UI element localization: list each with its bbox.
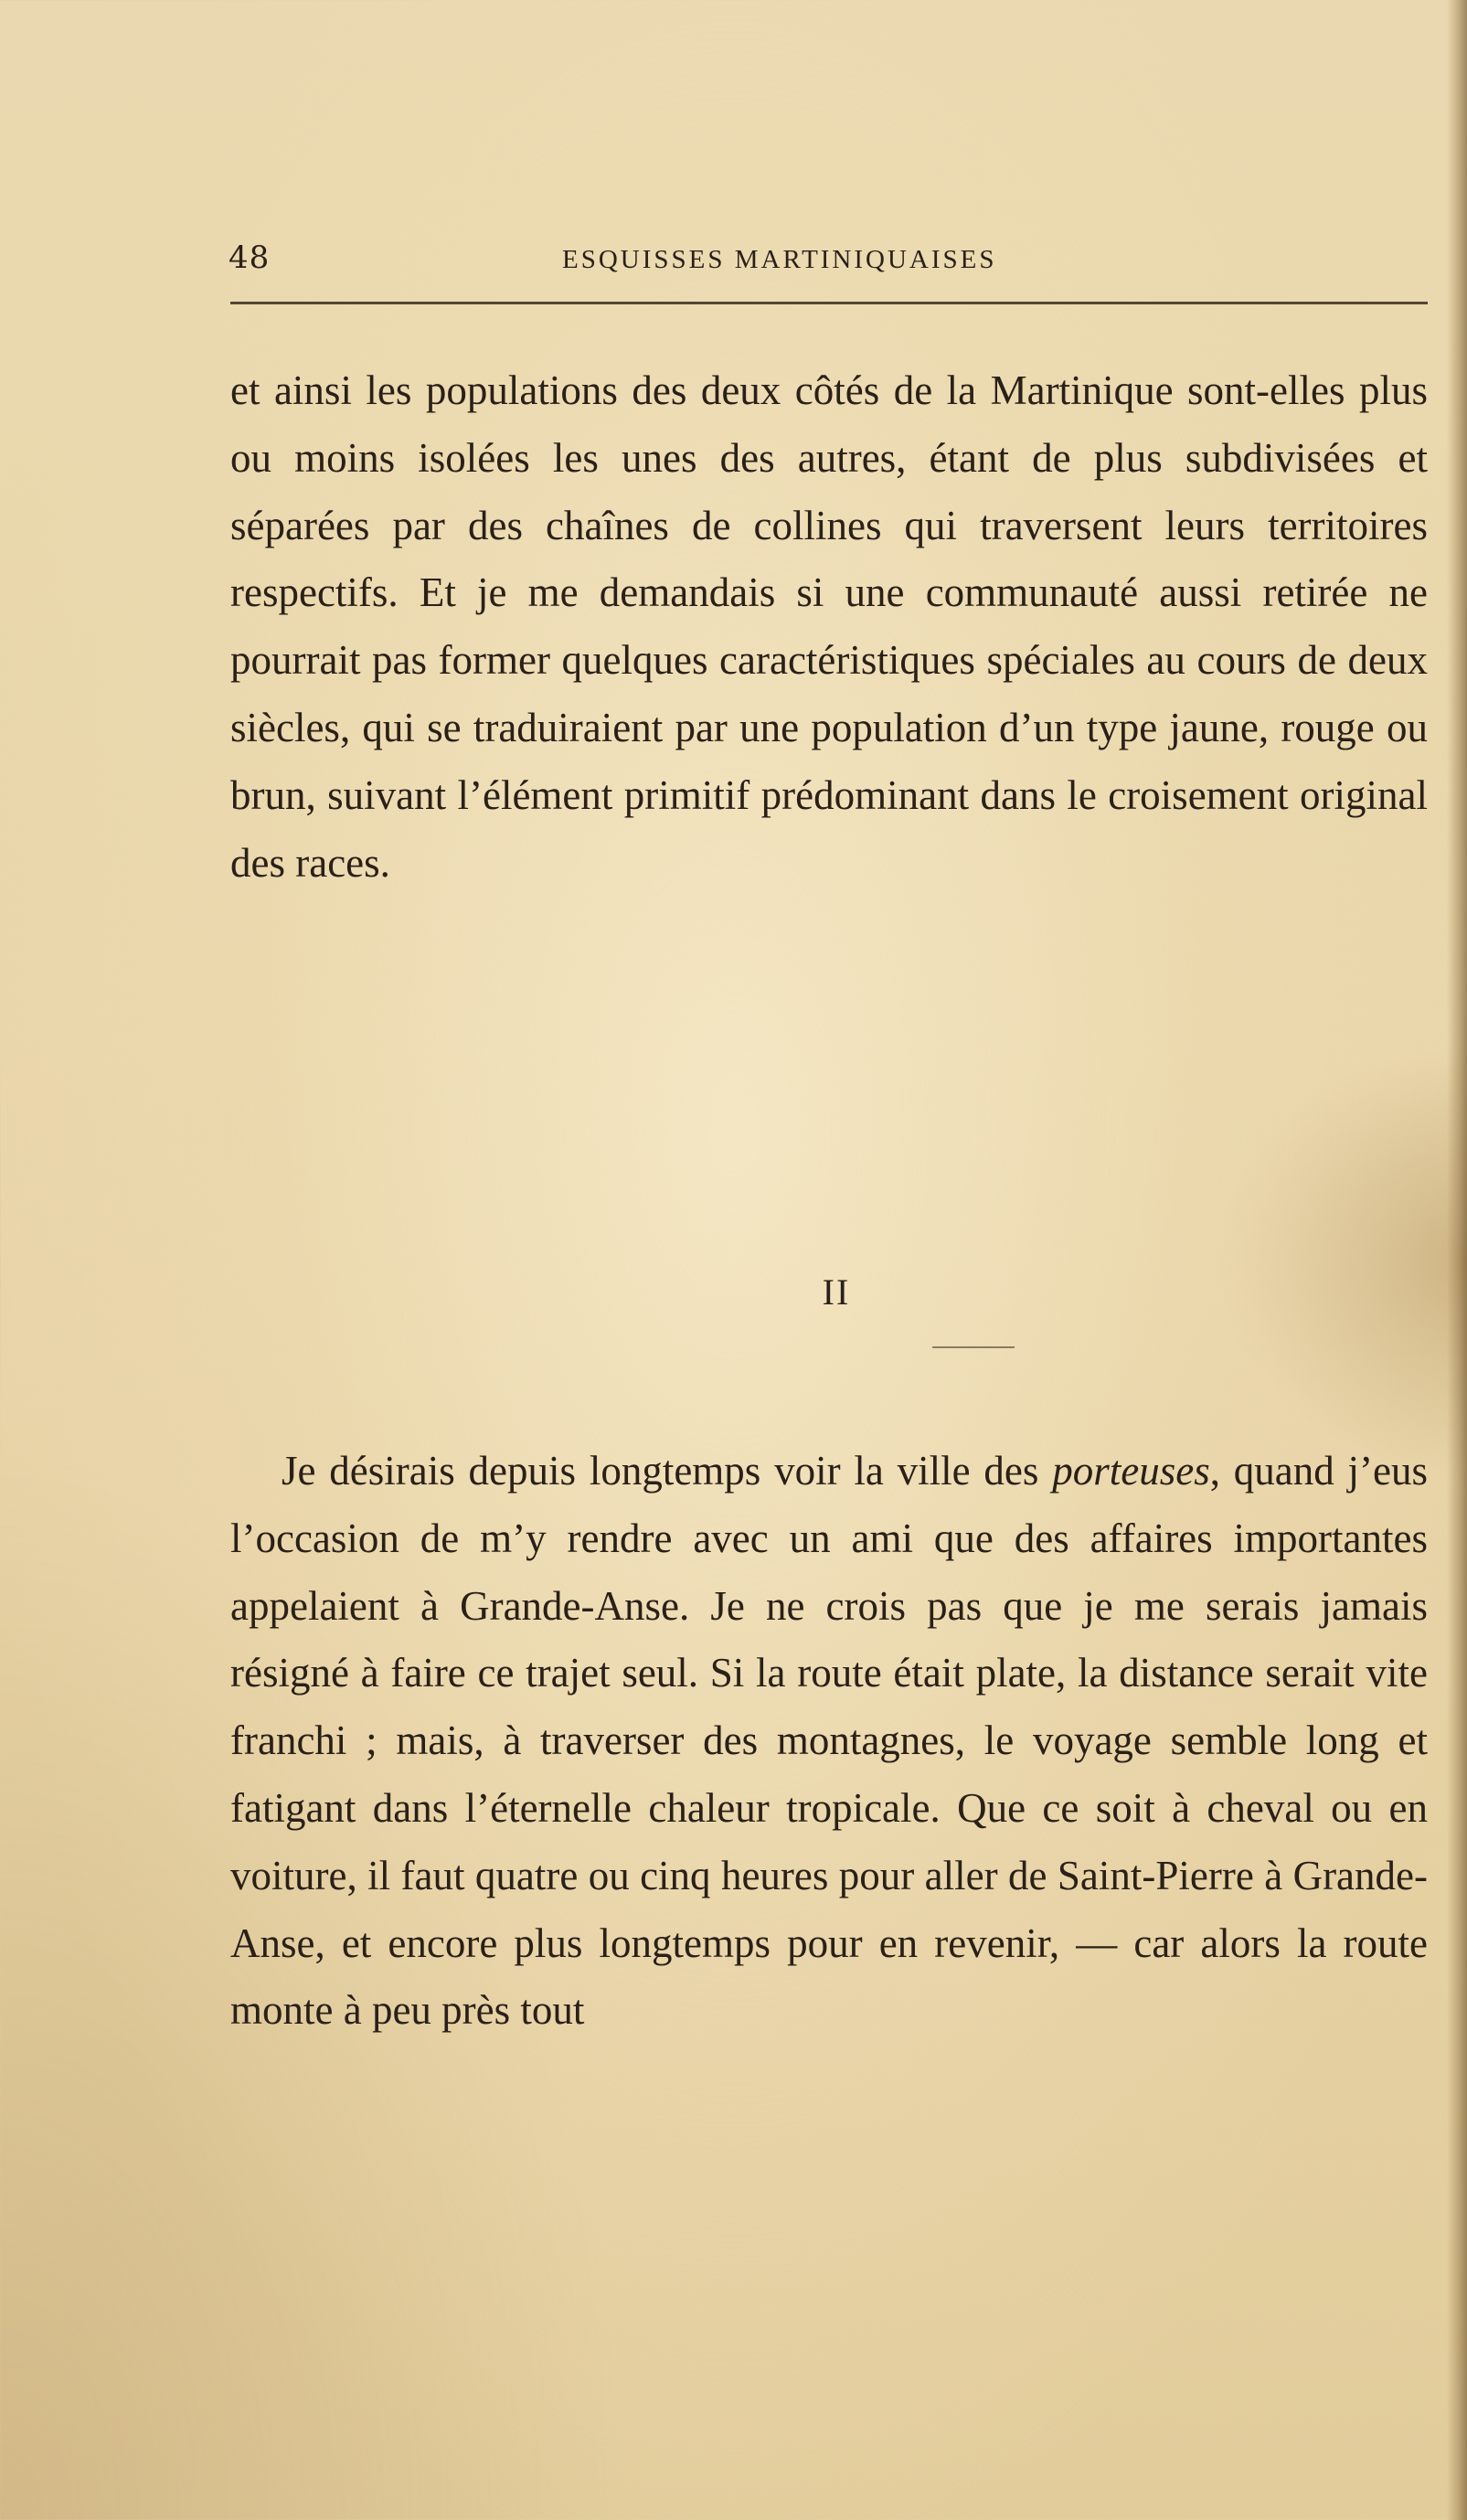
page-edge-shadow bbox=[1447, 0, 1467, 2520]
section-divider bbox=[932, 1346, 1015, 1348]
paragraph-2-italic-word: porteuses bbox=[1052, 1448, 1210, 1494]
header-rule bbox=[230, 302, 1428, 304]
running-title: ESQUISSES MARTINIQUAISES bbox=[562, 245, 997, 274]
paragraph-2-lead: Je désirais depuis longtemps voir la ville des bbox=[282, 1448, 1053, 1494]
paragraph-2 bbox=[230, 1438, 1428, 2045]
page-number: 48 bbox=[229, 239, 271, 276]
paragraph-2-rest: , quand j’eus l’occasion de m’y rendre avec un ami que des affaires importantes appelaient à Grande-Anse. Je ne crois pas que je me serais jamais résigné à faire ce trajet seul. Si la route était plate, la distance serait vite franchi ; mais, à traverser des montagnes, le voyage semble long et fatigant dans l’éternelle chaleur tropicale. Que ce soit à cheval ou en voiture, il faut quatre ou cinq heures pour aller de Saint-Pierre à Grande-Anse, et encore plus longtemps pour en revenir, — car alors la route monte à peu près tout bbox=[230, 1448, 1429, 2034]
paragraph-1: et ainsi les populations des deux côtés de la Martinique sont-elles plus ou moins isolées les unes des autres, étant de plus subdivisées et séparées par des chaînes de collines qui traversent leurs territoires respectifs. Et je me demandais si une communauté aussi retirée ne pourrait pas former quelques caractéristiques spéciales au cours de deux siècles, qui se traduiraient par une population d’un type jaune, rouge ou brun, suivant l’élément primitif prédominant dans le croisement original des races. bbox=[230, 367, 1428, 886]
section-numeral: II bbox=[822, 1271, 851, 1313]
running-head bbox=[229, 239, 1426, 285]
